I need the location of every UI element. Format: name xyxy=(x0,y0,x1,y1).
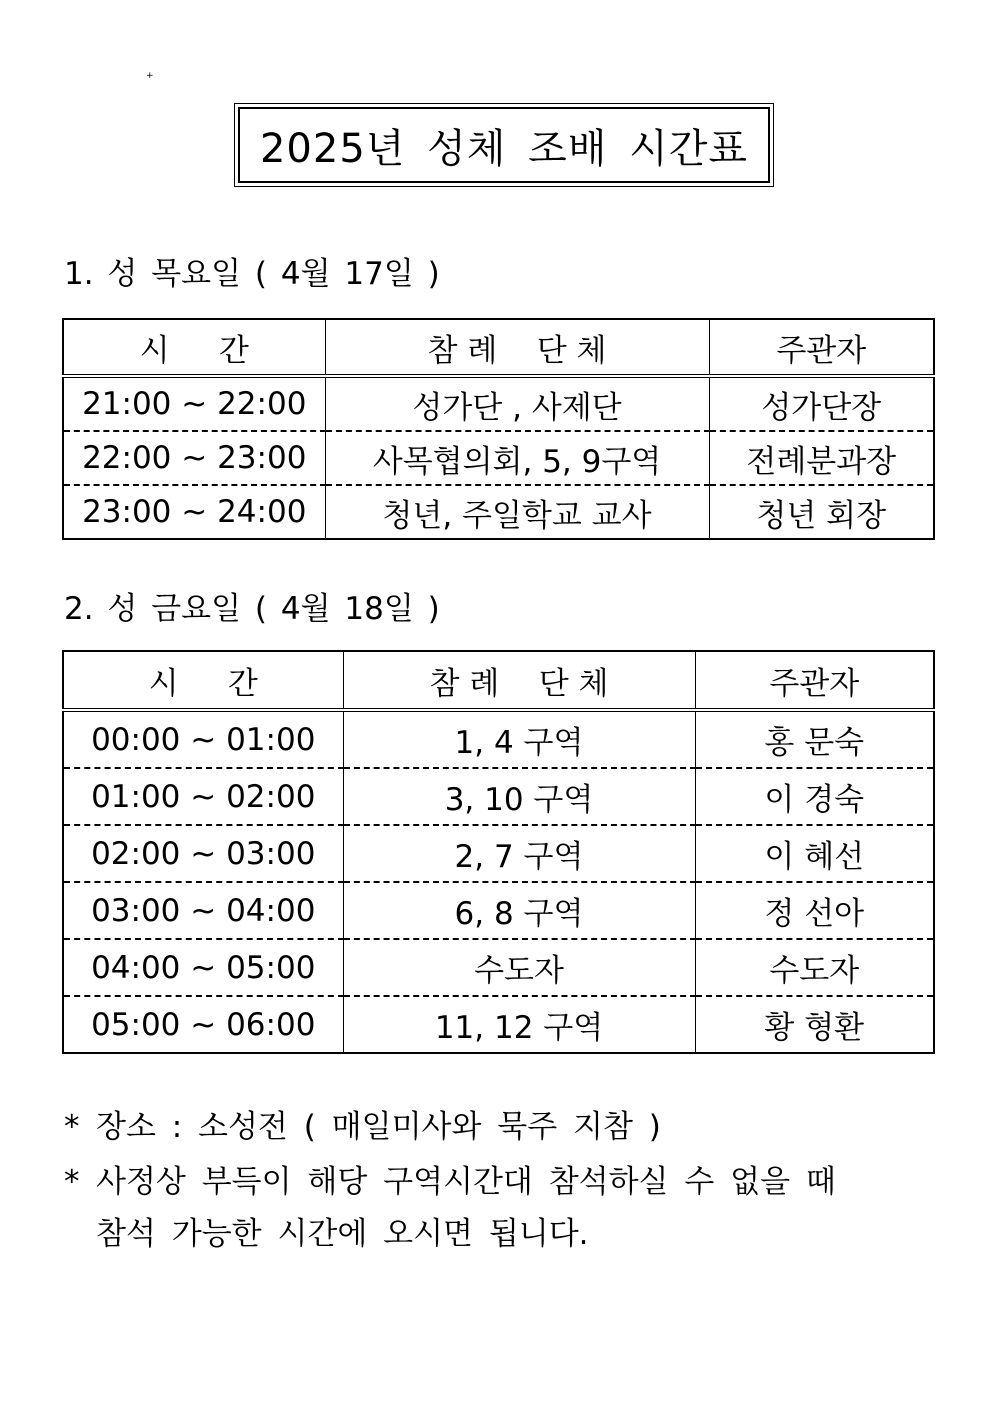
cell-group: 2, 7 구역 xyxy=(343,825,695,882)
cell-host: 수도자 xyxy=(695,939,934,996)
table-row xyxy=(63,710,934,768)
header-group: 참 례 단 체 xyxy=(343,651,695,710)
cell-group: 수도자 xyxy=(343,939,695,996)
header-host: 주관자 xyxy=(695,651,934,710)
note-bullet: * xyxy=(64,1109,80,1145)
note-location-text: 장소 : 소성전 ( 매일미사와 묵주 지참 ) xyxy=(96,1109,661,1145)
cell-time: 01:00 ~ 02:00 xyxy=(63,768,343,825)
cell-host: 정 선아 xyxy=(695,882,934,939)
cell-group: 6, 8 구역 xyxy=(343,882,695,939)
header-time: 시 간 xyxy=(63,651,343,710)
table-row xyxy=(63,485,934,539)
cell-time: 00:00 ~ 01:00 xyxy=(63,710,343,768)
cell-host: 이 경숙 xyxy=(695,768,934,825)
table-row xyxy=(63,431,934,485)
cell-time: 23:00 ~ 24:00 xyxy=(63,485,325,539)
header-host: 주관자 xyxy=(709,319,934,376)
cell-time: 21:00 ~ 22:00 xyxy=(63,376,325,431)
note-location xyxy=(64,1109,661,1145)
cell-host: 청년 회장 xyxy=(709,485,934,539)
cell-group: 1, 4 구역 xyxy=(343,710,695,768)
page-title: 2025년 성체 조배 시간표 xyxy=(238,107,770,183)
header-group: 참 례 단 체 xyxy=(325,319,709,376)
note-bullet: * xyxy=(64,1164,80,1200)
cell-group: 3, 10 구역 xyxy=(343,768,695,825)
cell-host: 황 형환 xyxy=(695,996,934,1053)
cell-host: 전례분과장 xyxy=(709,431,934,485)
cell-time: 04:00 ~ 05:00 xyxy=(63,939,343,996)
cell-time: 22:00 ~ 23:00 xyxy=(63,431,325,485)
cell-time: 02:00 ~ 03:00 xyxy=(63,825,343,882)
cell-host: 이 혜선 xyxy=(695,825,934,882)
table-row xyxy=(63,825,934,882)
cell-host: 홍 문숙 xyxy=(695,710,934,768)
header-time: 시 간 xyxy=(63,319,325,376)
cell-time: 05:00 ~ 06:00 xyxy=(63,996,343,1053)
cell-group: 11, 12 구역 xyxy=(343,996,695,1053)
cell-time: 03:00 ~ 04:00 xyxy=(63,882,343,939)
cell-group: 청년, 주일학교 교사 xyxy=(325,485,709,539)
table-header-row xyxy=(63,651,934,710)
cell-group: 사목협의회, 5, 9구역 xyxy=(325,431,709,485)
table-row xyxy=(63,882,934,939)
title-frame xyxy=(234,103,774,187)
corner-marker: + xyxy=(146,71,154,81)
table-row xyxy=(63,376,934,431)
friday-schedule-table xyxy=(62,650,935,1054)
section2-heading: 2. 성 금요일 ( 4월 18일 ) xyxy=(64,591,440,627)
table-row xyxy=(63,939,934,996)
cell-group: 성가단 , 사제단 xyxy=(325,376,709,431)
section1-heading: 1. 성 목요일 ( 4월 17일 ) xyxy=(64,256,440,292)
note-absence-text: 사정상 부득이 해당 구역시간대 참석하실 수 없을 때 xyxy=(96,1164,836,1200)
table-row xyxy=(63,996,934,1053)
table-row xyxy=(63,768,934,825)
thursday-schedule-table xyxy=(62,318,935,540)
note-absence-continued: 참석 가능한 시간에 오시면 됩니다. xyxy=(96,1216,589,1252)
note-absence xyxy=(64,1164,836,1200)
table-header-row xyxy=(63,319,934,376)
cell-host: 성가단장 xyxy=(709,376,934,431)
